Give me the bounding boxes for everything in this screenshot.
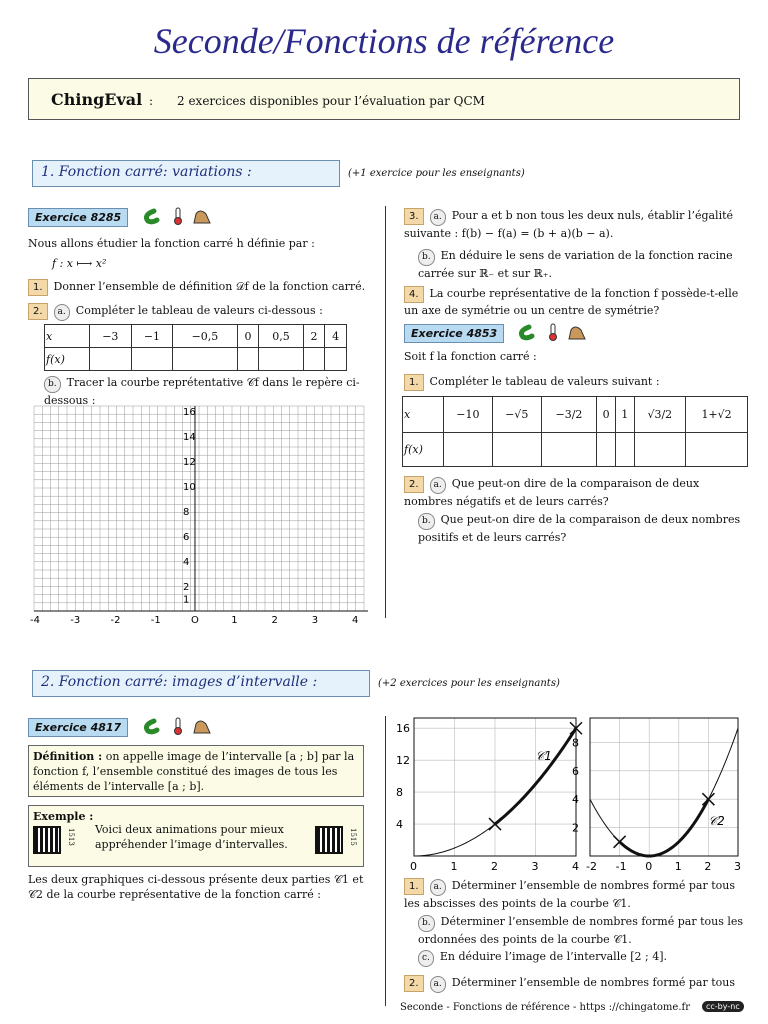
- x-tick-label: 2: [704, 860, 712, 873]
- table-cell: x: [45, 325, 90, 348]
- section-1-title: 1. Fonction carré: variations :: [32, 160, 340, 187]
- exercise-4853-label[interactable]: Exercice 4853: [404, 324, 504, 343]
- ex4853-q1-number: 1.: [404, 374, 424, 391]
- curve-line: [590, 728, 738, 856]
- x-tick-label: 2: [271, 615, 278, 626]
- ex8285-def: f : x ⟼ x²: [52, 257, 107, 270]
- x-tick-label: -4: [30, 615, 40, 626]
- column-divider: [385, 206, 386, 618]
- table-cell: 0: [237, 325, 259, 348]
- table-cell-empty[interactable]: [541, 433, 597, 467]
- ex4853-q2-number: 2.: [404, 476, 424, 493]
- table-cell: −√5: [492, 397, 541, 433]
- table-cell: −1: [131, 325, 173, 348]
- q3b-text: En déduire le sens de variation de la fonction racine carrée sur ℝ₋ et sur ℝ₊.: [418, 249, 733, 280]
- table-cell: √3/2: [634, 397, 686, 433]
- q4-number: 4.: [404, 286, 424, 303]
- ex4817-q1a-text: Déterminer l’ensemble de nombres formé par tous les abscisses des points de la courbe 𝒞1.: [404, 879, 736, 910]
- ex4817-paragraph: Les deux graphiques ci-dessous présente deux parties 𝒞1 et 𝒞2 de la courbe représentative de la fonction carré :: [28, 873, 364, 901]
- curve-label: 𝒞2: [708, 813, 725, 828]
- qr-code-2-id: 1515: [349, 828, 357, 846]
- x-tick-label: 4: [351, 615, 359, 626]
- y-tick-label: 8: [182, 507, 190, 518]
- chart-c1: [392, 712, 582, 874]
- thermometer-icon: [175, 208, 182, 225]
- ex4853-q2a-letter: a.: [430, 477, 446, 494]
- section-1-note: (+1 exercice pour les enseignants): [348, 168, 525, 179]
- x-tick-label: 4: [572, 860, 579, 873]
- table-cell-empty[interactable]: [259, 348, 303, 371]
- x-tick-label: -1: [615, 860, 627, 873]
- y-tick-label: 12: [396, 754, 410, 768]
- x-tick-label: 1: [674, 860, 682, 873]
- x-tick-label: O: [190, 615, 199, 626]
- bag-icon: [569, 327, 585, 339]
- y-tick-label: 16: [396, 722, 410, 736]
- c-icon: [146, 721, 157, 732]
- ex4817-q1b-text: Déterminer l’ensemble de nombres formé par tous les ordonnées des points de la courbe 𝒞1.: [418, 915, 744, 946]
- ex4817-q1b-letter: b.: [418, 915, 435, 932]
- coordinate-grid[interactable]: [28, 404, 370, 626]
- bag-icon: [194, 721, 210, 733]
- example-box: [28, 805, 364, 867]
- chingeval-banner[interactable]: [28, 78, 740, 120]
- section-2-note: (+2 exercices pour les enseignants): [378, 678, 560, 689]
- table-cell-empty[interactable]: [597, 433, 616, 467]
- table-cell-empty[interactable]: [634, 433, 686, 467]
- x-tick-label: 1: [231, 615, 238, 626]
- y-tick-label: 1: [182, 594, 190, 606]
- table-cell: −10: [444, 397, 493, 433]
- y-tick-label: 2: [182, 582, 190, 593]
- x-tick-label: 3: [531, 860, 539, 873]
- table-cell-empty[interactable]: [615, 433, 634, 467]
- table-cell: 0: [597, 397, 616, 433]
- x-tick-label: 0: [410, 860, 417, 873]
- y-tick-label: 8: [396, 786, 403, 800]
- q2b-text: Tracer la courbe reprétentative 𝒞f dans le repère ci-dessous :: [44, 376, 360, 407]
- y-tick-label: 6: [182, 532, 190, 543]
- q2a-letter: a.: [54, 304, 70, 321]
- y-tick-label: 4: [396, 818, 403, 832]
- table-cell: −3: [90, 325, 132, 348]
- table-cell: f(x): [45, 348, 90, 371]
- exercise-4817-icons: [140, 716, 220, 739]
- page-title: Seconde/Fonctions de référence: [153, 21, 615, 61]
- x-tick-label: 0: [645, 860, 653, 873]
- table-cell-empty[interactable]: [492, 433, 541, 467]
- x-tick-label: -2: [110, 615, 121, 626]
- q3b-letter: b.: [418, 249, 435, 266]
- x-tick-label: -2: [586, 860, 597, 873]
- q2b-letter: b.: [44, 376, 61, 393]
- ex4817-q2a-letter: a.: [430, 976, 446, 993]
- footer-text[interactable]: Seconde - Fonctions de référence - https ://chingatome.fr: [400, 1002, 690, 1013]
- q3a-text: Pour a et b non tous les deux nuls, établir l’égalité suivante : f(b) − f(a) = (b + a)(b − a).: [404, 209, 734, 240]
- table-cell-empty[interactable]: [90, 348, 132, 371]
- ex4817-q2-number: 2.: [404, 975, 424, 992]
- table-cell: −3/2: [541, 397, 597, 433]
- table-cell: 0,5: [259, 325, 303, 348]
- q1-text: Donner l’ensemble de définition 𝒟f de la fonction carré.: [53, 280, 366, 293]
- ex4817-q1-number: 1.: [404, 878, 424, 895]
- table-cell-empty[interactable]: [686, 433, 748, 467]
- ex4817-q1c-letter: c.: [418, 950, 434, 967]
- chingeval-brand: ChingEval: [51, 90, 143, 109]
- ex4853-q1-text: Compléter le tableau de valeurs suivant :: [429, 375, 660, 388]
- values-table-8285: [44, 324, 347, 371]
- table-cell-empty[interactable]: [444, 433, 493, 467]
- table-cell-empty[interactable]: [131, 348, 173, 371]
- bag-icon: [194, 211, 210, 223]
- example-title: Exemple :: [33, 810, 94, 823]
- ex4817-q2a-text: Déterminer l’ensemble de nombres formé par tous: [451, 976, 736, 989]
- q3a-letter: a.: [430, 209, 446, 226]
- y-tick-label: 14: [182, 432, 196, 443]
- y-tick-label: 2: [572, 821, 579, 835]
- exercise-4853-icons: [515, 322, 595, 345]
- table-cell: f(x): [403, 433, 444, 467]
- exercise-8285-icons: [140, 206, 220, 229]
- ex4853-q2a-text: Que peut-on dire de la comparaison de deux nombres négatifs et de leurs carrés?: [404, 477, 700, 508]
- definition-title: Définition :: [33, 750, 103, 763]
- y-tick-label: 4: [572, 793, 579, 807]
- table-cell: x: [403, 397, 444, 433]
- y-tick-label: 4: [182, 557, 190, 568]
- c-icon: [146, 211, 157, 222]
- ex4817-q1c-text: En déduire l’image de l’intervalle [2 ; 4].: [439, 950, 667, 963]
- y-tick-label: 10: [182, 482, 196, 493]
- q2a-text: Compléter le tableau de valeurs ci-dessous :: [75, 304, 323, 317]
- ex4817-q1a-letter: a.: [430, 879, 446, 896]
- q2-number: 2.: [28, 303, 48, 320]
- definition-box: [28, 745, 364, 797]
- license-badge: cc-by-nc: [702, 1001, 744, 1012]
- q4-text: La courbe représentative de la fonction f possède-t-elle un axe de symétrie ou un centre de symétrie?: [404, 287, 739, 317]
- plot-frame: [590, 718, 738, 856]
- exercise-4817-label[interactable]: Exercice 4817: [28, 718, 128, 737]
- x-tick-label: 3: [734, 860, 741, 873]
- qr-code-1[interactable]: [33, 826, 61, 854]
- table-cell-empty[interactable]: [325, 348, 347, 371]
- table-cell-empty[interactable]: [237, 348, 259, 371]
- table-cell: 2: [303, 325, 325, 348]
- qr-code-2[interactable]: [315, 826, 343, 854]
- chingeval-desc: 2 exercices disponibles pour l’évaluation par QCM: [177, 94, 485, 108]
- q1-number: 1.: [28, 279, 48, 296]
- ex8285-intro: Nous allons étudier la fonction carré h définie par :: [28, 237, 315, 250]
- table-cell-empty[interactable]: [173, 348, 237, 371]
- y-tick-label: 6: [572, 764, 579, 778]
- exercise-8285-label[interactable]: Exercice 8285: [28, 208, 128, 227]
- table-cell: 4: [325, 325, 347, 348]
- x-tick-label: -1: [150, 615, 161, 626]
- y-tick-label: 12: [182, 457, 196, 468]
- y-tick-label: 16: [182, 407, 196, 418]
- chart-c2: [574, 712, 744, 874]
- values-table-4853: [402, 396, 748, 467]
- chingeval-sep: :: [149, 94, 154, 108]
- qr-code-1-id: 1513: [67, 828, 75, 846]
- ex4853-intro: Soit f la fonction carré :: [404, 350, 537, 363]
- q3-number: 3.: [404, 208, 424, 225]
- x-tick-label: -3: [70, 615, 81, 626]
- y-tick-label: 8: [572, 736, 579, 750]
- thermometer-icon: [175, 718, 182, 735]
- table-cell: 1: [615, 397, 634, 433]
- c-icon: [521, 327, 532, 338]
- ex4853-q2b-letter: b.: [418, 513, 435, 530]
- ex4853-q2b-text: Que peut-on dire de la comparaison de deux nombres positifs et de leurs carrés?: [418, 513, 741, 544]
- x-tick-label: 2: [491, 860, 498, 873]
- column-divider-2: [385, 716, 386, 1006]
- x-tick-label: 1: [450, 860, 458, 873]
- x-tick-label: 3: [311, 615, 319, 626]
- example-text: Voici deux animations pour mieux appréhender l’image d’intervalles.: [95, 823, 288, 851]
- section-2-title: 2. Fonction carré: images d’intervalle :: [32, 670, 370, 697]
- curve-label: 𝒞1: [535, 749, 552, 764]
- table-cell-empty[interactable]: [303, 348, 325, 371]
- thermometer-icon: [550, 324, 557, 341]
- table-cell: 1+√2: [686, 397, 748, 433]
- definition-text: on appelle image de l’intervalle [a ; b] par la fonction f, l’ensemble constitué des images de tous les éléments de l’intervalle [a ; b].: [33, 750, 355, 793]
- table-cell: −0,5: [173, 325, 237, 348]
